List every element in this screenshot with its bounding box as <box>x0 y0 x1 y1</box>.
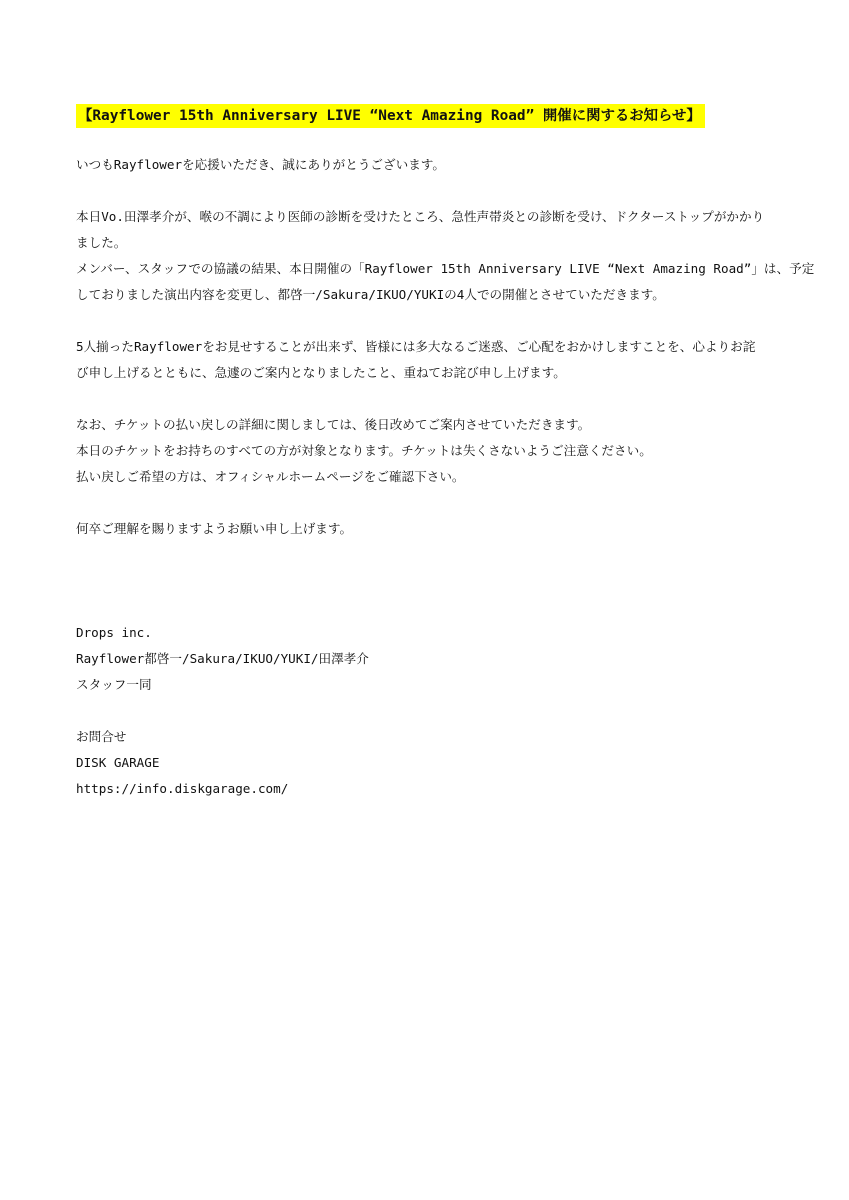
title-block <box>76 104 776 128</box>
contact-url: https://info.diskgarage.com/ <box>76 781 289 796</box>
para3-line-2: 本日のチケットをお持ちのすべての方が対象となります。チケットは失くさないようご注意ください。 <box>76 443 652 458</box>
para1-line-4: しておりました演出内容を変更し、都啓一/Sakura/IKUO/YUKIの4人での開催とさせていただきます。 <box>76 287 665 302</box>
para3-line-1: なお、チケットの払い戻しの詳細に関しましては、後日改めてご案内させていただきます。 <box>76 417 591 432</box>
para1-line-3: メンバー、スタッフでの協議の結果、本日開催の「Rayflower 15th Anniversary LIVE “Next Amazing Road”」は、予定 <box>76 261 815 276</box>
para3-line-3: 払い戻しご希望の方は、オフィシャルホームページをご確認下さい。 <box>76 469 465 484</box>
para2-line-1: 5人揃ったRayflowerをお見せすることが出来ず、皆様には多大なるご迷惑、ご心配をおかけしますことを、心よりお詫 <box>76 339 756 354</box>
closing-line: 何卒ご理解を賜りますようお願い申し上げます。 <box>76 521 353 536</box>
para1-line-2: ました。 <box>76 235 127 250</box>
para1-line-1: 本日Vo.田澤孝介が、喉の不調により医師の診断を受けたところ、急性声帯炎との診断を受け、ドクターストップがかかり <box>76 209 765 224</box>
document-title: 【Rayflower 15th Anniversary LIVE “Next Amazing Road” 開催に関するお知らせ】 <box>76 104 705 128</box>
signature-staff: スタッフ一同 <box>76 677 152 692</box>
signature-company: Drops inc. <box>76 625 152 640</box>
document-body <box>76 152 815 802</box>
signature-members: Rayflower都啓一/Sakura/IKUO/YUKI/田澤孝介 <box>76 651 369 666</box>
greeting-line: いつもRayflowerを応援いただき、誠にありがとうございます。 <box>76 157 445 172</box>
contact-heading: お問合せ <box>76 729 127 744</box>
contact-organization: DISK GARAGE <box>76 755 160 770</box>
para2-line-2: び申し上げるとともに、急遽のご案内となりましたこと、重ねてお詫び申し上げます。 <box>76 365 566 380</box>
